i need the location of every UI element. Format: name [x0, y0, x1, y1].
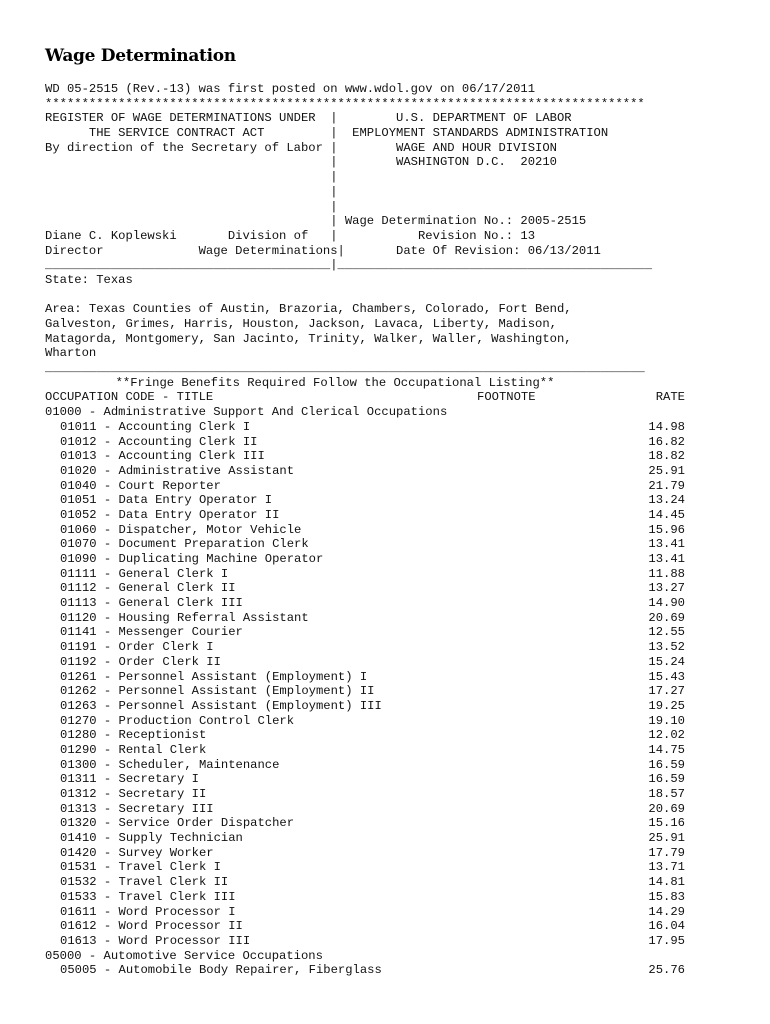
table-row	[45, 596, 685, 611]
occupation-label: 01420 - Survey Worker	[60, 845, 214, 860]
occupation-label: 01112 - General Clerk II	[60, 581, 236, 596]
occupation-label: 01410 - Supply Technician	[60, 831, 243, 846]
occupation-rate: 18.82	[648, 449, 685, 464]
occupation-group-row	[45, 405, 685, 420]
table-row	[45, 934, 685, 949]
occupation-rate: 25.91	[648, 831, 685, 846]
occupation-label: 01111 - General Clerk I	[60, 566, 229, 581]
occupation-rate: 16.04	[648, 919, 685, 934]
occupation-label: 05005 - Automobile Body Repairer, Fiberglass	[60, 963, 382, 978]
area-line: Galveston, Grimes, Harris, Houston, Jackson, Lavaca, Liberty, Madison,	[45, 317, 557, 331]
occupation-rate: 14.81	[648, 875, 685, 890]
table-row	[45, 831, 685, 846]
area-counties	[45, 302, 685, 361]
register-header-line: By direction of the Secretary of Labor | WAGE AND HOUR DIVISION	[45, 140, 557, 155]
register-header-line: REGISTER OF WAGE DETERMINATIONS UNDER | U.S. DEPARTMENT OF LABOR	[45, 111, 572, 126]
occupation-rate: 16.59	[648, 772, 685, 787]
fringe-benefits-note: **Fringe Benefits Required Follow the Occupational Listing**	[115, 375, 555, 390]
table-row	[45, 684, 685, 699]
occupation-label: 01013 - Accounting Clerk III	[60, 449, 265, 464]
stars-divider: **********************************************************************************	[45, 96, 645, 111]
register-header	[45, 111, 685, 273]
occupation-label: 01000 - Administrative Support And Clerical Occupations	[45, 405, 448, 420]
occupation-label: 01312 - Secretary II	[60, 787, 207, 801]
occupation-label: 01011 - Accounting Clerk I	[60, 419, 251, 434]
occupation-label: 01320 - Service Order Dispatcher	[60, 816, 295, 831]
occupation-label: 01012 - Accounting Clerk II	[60, 434, 258, 449]
occupation-rate: 13.27	[648, 581, 685, 596]
occupation-rate: 20.69	[648, 610, 685, 625]
occupation-rate: 11.88	[648, 566, 685, 581]
page-title: Wage Determination	[45, 46, 236, 66]
occupation-label: 01020 - Administrative Assistant	[60, 463, 295, 478]
occupation-label: 01262 - Personnel Assistant (Employment) II	[60, 684, 375, 699]
table-row	[45, 625, 685, 640]
register-header-line: Director Wage Determinations| Date Of Revision: 06/13/2011	[45, 243, 601, 258]
occupation-label: 01120 - Housing Referral Assistant	[60, 610, 309, 625]
document-body	[45, 82, 685, 978]
table-row	[45, 728, 685, 743]
header-code-title: OCCUPATION CODE - TITLE	[45, 390, 214, 405]
table-row	[45, 875, 685, 890]
table-row	[45, 640, 685, 655]
occupation-rate: 17.95	[648, 933, 685, 948]
occupation-table	[45, 405, 685, 978]
occupation-label: 01070 - Document Preparation Clerk	[60, 537, 309, 552]
table-row	[45, 787, 685, 802]
occupation-label: 01263 - Personnel Assistant (Employment) III	[60, 698, 382, 713]
table-row	[45, 449, 685, 464]
occupation-rate: 17.27	[648, 684, 685, 699]
occupation-rate: 15.16	[648, 816, 685, 831]
table-row	[45, 846, 685, 861]
occupation-label: 01090 - Duplicating Machine Operator	[60, 552, 324, 566]
occupation-label: 01261 - Personnel Assistant (Employment) I	[60, 669, 368, 684]
occupation-label: 01300 - Scheduler, Maintenance	[60, 757, 280, 772]
occupation-rate: 13.52	[648, 640, 685, 655]
occupation-rate: 19.10	[648, 713, 685, 728]
register-header-line: |	[45, 199, 338, 214]
table-row	[45, 420, 685, 435]
table-row	[45, 919, 685, 934]
occupation-rate: 21.79	[648, 478, 685, 493]
occupation-rate: 15.24	[648, 654, 685, 669]
occupation-rate: 16.82	[648, 434, 685, 449]
occupation-rate: 14.90	[648, 596, 685, 611]
occupation-rate: 14.29	[648, 904, 685, 919]
occupation-label: 01051 - Data Entry Operator I	[60, 493, 273, 508]
area-line: Matagorda, Montgomery, San Jacinto, Trinity, Walker, Waller, Washington,	[45, 331, 572, 346]
register-header-line: _______________________________________|___________________________________________	[45, 258, 653, 273]
table-row	[45, 493, 685, 508]
occupation-label: 01531 - Travel Clerk I	[60, 860, 221, 875]
area-line: Wharton	[45, 346, 97, 361]
table-row	[45, 743, 685, 758]
table-row	[45, 714, 685, 729]
table-row	[45, 758, 685, 773]
table-row	[45, 860, 685, 875]
occupation-label: 01611 - Word Processor I	[60, 904, 236, 919]
occupation-rate: 13.24	[648, 493, 685, 508]
table-row	[45, 567, 685, 582]
occupation-rate: 20.69	[648, 801, 685, 816]
occupation-rate: 25.76	[648, 963, 685, 978]
register-header-line: | WASHINGTON D.C. 20210	[45, 155, 557, 170]
rule-divider: __________________________________________________________________________________	[45, 361, 645, 376]
occupation-label: 01052 - Data Entry Operator II	[60, 507, 280, 522]
table-row	[45, 963, 685, 978]
occupation-label: 01141 - Messenger Courier	[60, 625, 243, 640]
occupation-label: 01613 - Word Processor III	[60, 933, 251, 948]
table-row	[45, 523, 685, 538]
posted-line: WD 05-2515 (Rev.-13) was first posted on www.wdol.gov on 06/17/2011	[45, 82, 536, 96]
occupation-rate: 17.79	[648, 845, 685, 860]
table-row	[45, 581, 685, 596]
occupation-label: 01192 - Order Clerk II	[60, 654, 221, 669]
occupation-group-row	[45, 949, 685, 964]
table-row	[45, 890, 685, 905]
occupation-rate: 13.41	[648, 552, 685, 566]
register-header-line: | Wage Determination No.: 2005-2515	[45, 214, 587, 229]
table-row	[45, 905, 685, 920]
occupation-label: 01040 - Court Reporter	[60, 478, 221, 493]
table-row	[45, 479, 685, 494]
occupation-rate: 14.45	[648, 507, 685, 522]
occupation-rate: 14.75	[648, 742, 685, 757]
occupation-label: 05000 - Automotive Service Occupations	[45, 948, 323, 963]
table-row	[45, 552, 685, 567]
table-header	[45, 390, 685, 405]
occupation-label: 01532 - Travel Clerk II	[60, 875, 229, 890]
occupation-label: 01060 - Dispatcher, Motor Vehicle	[60, 522, 302, 537]
occupation-rate: 14.98	[648, 419, 685, 434]
table-row	[45, 435, 685, 450]
occupation-rate: 12.02	[648, 728, 685, 743]
area-line: Area: Texas Counties of Austin, Brazoria, Chambers, Colorado, Fort Bend,	[45, 302, 572, 317]
table-row	[45, 816, 685, 831]
occupation-rate: 12.55	[648, 625, 685, 640]
occupation-label: 01113 - General Clerk III	[60, 596, 243, 611]
occupation-rate: 13.41	[648, 537, 685, 552]
register-header-line: |	[45, 184, 338, 199]
occupation-label: 01270 - Production Control Clerk	[60, 713, 295, 728]
table-row	[45, 508, 685, 523]
table-row	[45, 464, 685, 479]
occupation-rate: 18.57	[648, 787, 685, 801]
table-row	[45, 772, 685, 787]
occupation-label: 01290 - Rental Clerk	[60, 742, 207, 757]
occupation-label: 01612 - Word Processor II	[60, 919, 243, 934]
blank-line	[45, 288, 685, 303]
register-header-line: |	[45, 170, 338, 185]
table-row	[45, 670, 685, 685]
header-rate: RATE	[655, 390, 685, 405]
table-row	[45, 611, 685, 626]
occupation-label: 01313 - Secretary III	[60, 801, 214, 816]
occupation-label: 01311 - Secretary I	[60, 772, 199, 787]
table-row	[45, 537, 685, 552]
header-footnote: FOOTNOTE	[477, 390, 536, 405]
table-row	[45, 699, 685, 714]
occupation-label: 01191 - Order Clerk I	[60, 640, 214, 655]
table-row	[45, 655, 685, 670]
occupation-rate: 13.71	[648, 860, 685, 875]
occupation-rate: 19.25	[648, 698, 685, 713]
occupation-rate: 15.83	[648, 889, 685, 904]
register-header-line: THE SERVICE CONTRACT ACT | EMPLOYMENT STANDARDS ADMINISTRATION	[45, 126, 609, 141]
occupation-rate: 15.96	[648, 522, 685, 537]
state-line: State: Texas	[45, 272, 133, 287]
occupation-rate: 16.59	[648, 757, 685, 772]
register-header-line: Diane C. Koplewski Division of | Revision No.: 13	[45, 228, 536, 243]
occupation-rate: 15.43	[648, 669, 685, 684]
occupation-label: 01280 - Receptionist	[60, 728, 207, 743]
occupation-rate: 25.91	[648, 463, 685, 478]
table-row	[45, 802, 685, 817]
occupation-label: 01533 - Travel Clerk III	[60, 889, 236, 904]
